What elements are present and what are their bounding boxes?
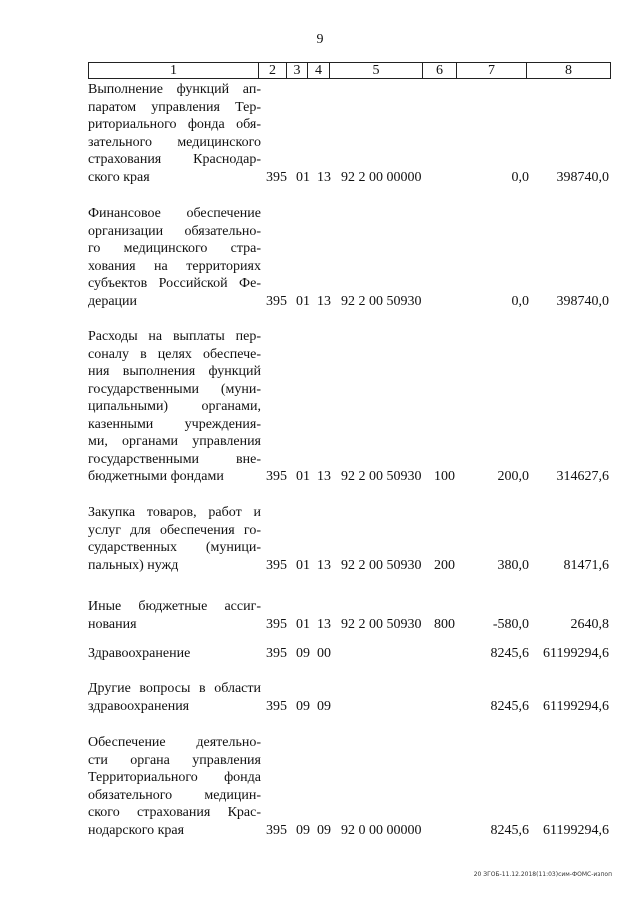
cell-col-2: 395 [266,293,287,309]
row-description [88,504,261,574]
description-line: государственными (муни- [88,381,261,397]
row-description [88,205,261,310]
cell-col-3: 01 [296,293,310,309]
row-description [88,81,261,186]
cell-col-7: -580,0 [492,616,529,632]
header-col-3: 3 [287,63,308,78]
cell-col-2: 395 [266,616,287,632]
cell-col-2: 395 [266,169,287,185]
description-line: сти органа управления [88,752,261,768]
cell-col-8: 398740,0 [556,169,609,185]
description-line: Территориального фонда [88,770,261,785]
cell-col-4: 13 [317,557,331,573]
description-line: нодарского края [88,822,185,838]
cell-col-4: 13 [317,169,331,185]
description-line: риториального фонда обя- [88,117,261,132]
cell-col-3: 09 [296,646,310,661]
description-line: хования на территориях [88,258,261,274]
cell-col-2: 395 [266,822,287,838]
cell-col-4: 09 [317,822,331,838]
cell-col-2: 395 [266,698,287,714]
description-line: ского страхования Крас- [88,805,261,820]
header-col-2: 2 [259,63,287,78]
cell-col-6: 800 [434,616,455,632]
description-line: казенными учреждения- [88,416,261,432]
cell-col-7: 380,0 [497,557,529,573]
description-line: субъектов Российской Фе- [88,276,261,291]
cell-col-3: 09 [296,698,310,714]
header-col-5: 5 [330,63,423,78]
row-description [88,328,261,486]
cell-col-2: 395 [266,646,287,661]
description-line: соналу в целях обеспече- [88,346,261,362]
cell-col-5: 92 2 00 50930 [341,616,422,632]
cell-col-4: 13 [317,293,331,309]
description-line: ния выполнения функций [88,364,261,379]
description-line: зательного медицинского [88,134,261,150]
description-line: ми, органами управления [88,434,261,449]
row-description [88,734,261,839]
description-line: организации обязательно- [88,223,261,239]
header-col-7: 7 [457,63,527,78]
row-description [88,680,261,715]
description-line: Расходы на выплаты пер- [88,329,261,344]
cell-col-4: 00 [317,646,331,661]
cell-col-7: 200,0 [497,469,529,484]
cell-col-3: 01 [296,557,310,573]
cell-col-8: 2640,8 [570,616,609,632]
cell-col-6: 100 [434,469,455,484]
cell-col-6: 200 [434,557,455,573]
cell-col-8: 61199294,6 [543,646,609,661]
cell-col-7: 0,0 [511,293,529,309]
cell-col-8: 61199294,6 [543,698,609,714]
cell-col-3: 01 [296,169,310,185]
description-line: Обеспечение деятельно- [88,735,261,750]
cell-col-5: 92 2 00 00000 [341,169,422,185]
cell-col-7: 8245,6 [490,698,529,714]
description-line: Другие вопросы в области [88,681,261,696]
header-col-1: 1 [89,63,259,78]
description-line: Здравоохранение [88,646,191,661]
header-col-8: 8 [565,63,572,78]
cell-col-3: 09 [296,822,310,838]
description-line: ципальными) органами, [88,399,261,414]
description-line: ского края [88,169,150,185]
description-line: сударственных (муници- [88,540,261,555]
description-line: здравоохранения [88,698,190,714]
cell-col-7: 8245,6 [490,822,529,838]
description-line: Выполнение функций ап- [88,82,261,97]
page-number: 9 [316,32,324,47]
description-line: Иные бюджетные ассиг- [88,599,261,614]
description-line: го медицинского стра- [88,241,261,256]
cell-col-5: 92 2 00 50930 [341,293,422,309]
cell-col-8: 81471,6 [563,557,609,573]
description-line: услуг для обеспечения го- [88,522,261,538]
cell-col-8: 61199294,6 [543,822,609,838]
cell-col-7: 0,0 [511,169,529,185]
cell-col-2: 395 [266,469,287,484]
header-col-6: 6 [423,63,457,78]
description-line: бюджетными фондами [88,469,224,484]
description-line: пальных) нужд [88,557,179,573]
cell-col-8: 314627,6 [556,469,609,484]
cell-col-8: 398740,0 [556,293,609,309]
cell-col-5: 92 2 00 50930 [341,557,422,573]
cell-col-7: 8245,6 [490,646,529,661]
description-line: Закупка товаров, работ и [88,505,261,520]
cell-col-4: 09 [317,698,331,714]
description-line: Финансовое обеспечение [88,206,261,221]
cell-col-2: 395 [266,557,287,573]
footer-code: 20 ЗГОБ-11.12.2018(11:03)сим-ФОМС-изпоп [473,871,612,878]
description-line: государственными вне- [88,451,261,467]
description-line: страхования Краснодар- [88,152,261,167]
table-header [88,62,611,79]
header-col-4: 4 [308,63,330,78]
cell-col-3: 01 [296,469,310,484]
description-line: паратом управления Тер- [88,99,261,115]
cell-col-5: 92 0 00 00000 [341,822,422,838]
row-description [88,645,261,663]
cell-col-4: 13 [317,616,331,632]
description-line: обязательного медицин- [88,787,261,803]
description-line: дерации [88,293,138,309]
cell-col-5: 92 2 00 50930 [341,469,422,484]
description-line: нования [88,616,137,632]
cell-col-4: 13 [317,469,331,484]
cell-col-3: 01 [296,616,310,632]
row-description [88,598,261,633]
